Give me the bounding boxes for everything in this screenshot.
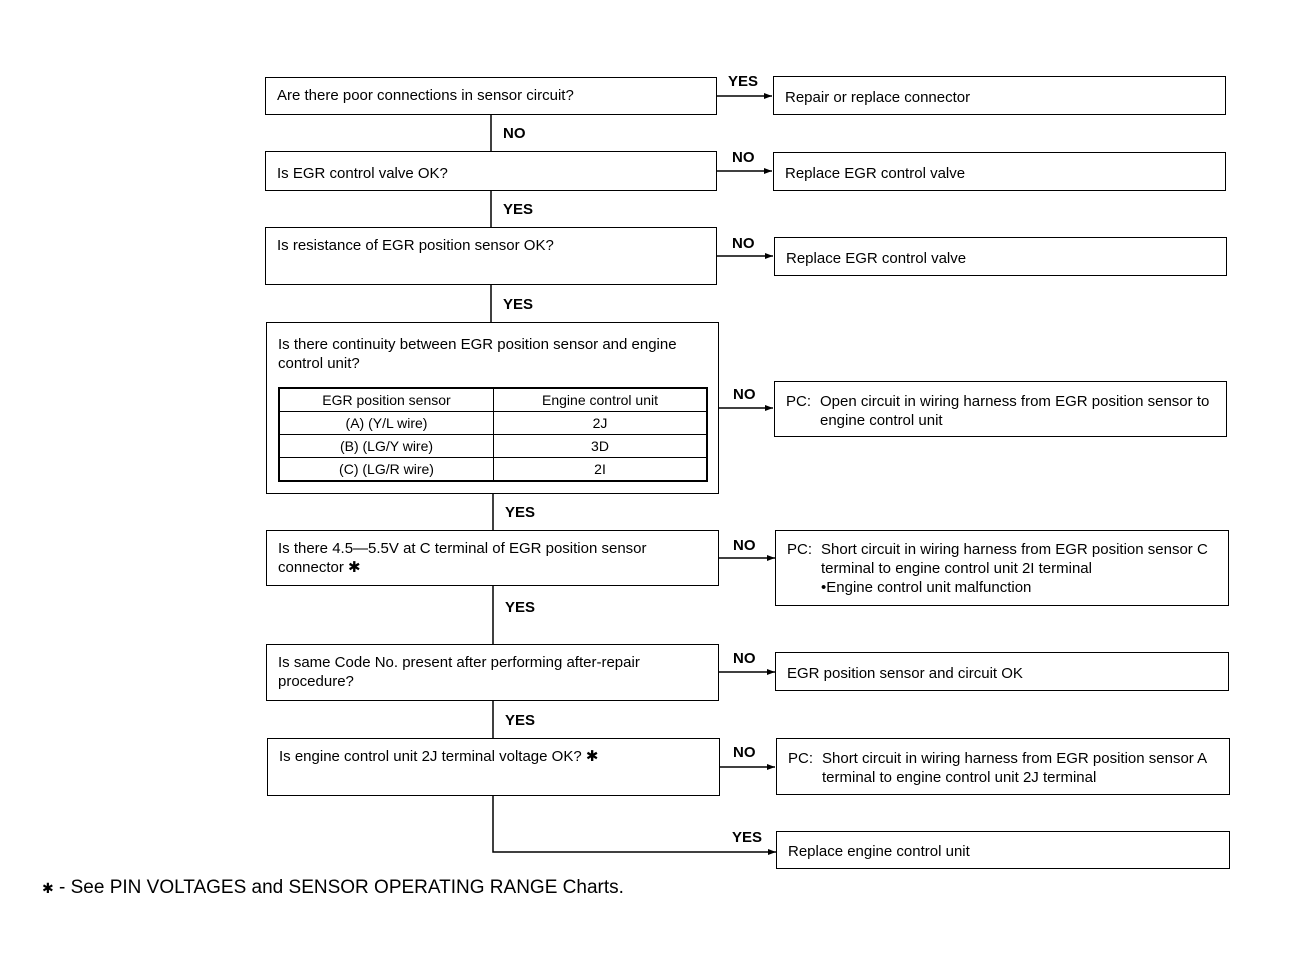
no-label: NO [503,125,526,142]
table-cell: (C) (LG/R wire) [279,458,494,482]
table-cell: 2I [494,458,708,482]
table-cell: (A) (Y/L wire) [279,412,494,435]
question-text: Are there poor connections in sensor circuit? [277,87,574,104]
table-cell: (B) (LG/Y wire) [279,435,494,458]
question-2j-voltage [267,738,720,796]
table-cell: 3D [494,435,708,458]
table-header-row [279,388,707,412]
question-code-present [266,644,719,701]
question-text: Is resistance of EGR position sensor OK? [277,237,554,254]
yes-label: YES [503,201,534,218]
no-label: NO [733,744,756,761]
no-label: NO [732,149,755,166]
column-header: Engine control unit [494,388,708,412]
yes-label: YES [728,73,759,90]
result-short-circuit-c: PC: Short circuit in wiring harness from EGR position sensor C terminal to engine control unit 2I terminal •Engine control unit malfunction [775,530,1229,606]
result-repair-connector: Repair or replace connector [773,76,1226,115]
asterisk-marker: ✱ [42,880,54,896]
yes-label: YES [505,712,536,729]
result-replace-ecu: Replace engine control unit [776,831,1230,869]
question-text: Is there 4.5—5.5V at C terminal of EGR position sensor connector ✱ [278,540,647,576]
table-cell: 2J [494,412,708,435]
column-header: EGR position sensor [279,388,494,412]
no-label: NO [733,537,756,554]
result-replace-egr-valve: Replace EGR control valve [773,152,1226,191]
no-label: NO [733,386,756,403]
yes-label: YES [505,504,536,521]
continuity-table [278,387,708,482]
footnote-text: - See PIN VOLTAGES and SENSOR OPERATING RANGE Charts. [59,877,624,898]
table-row [279,412,707,435]
yes-label: YES [732,829,763,846]
bullet-item: •Engine control unit malfunction [821,579,1032,596]
question-text: Is there continuity between EGR position sensor and engine control unit? [278,336,677,372]
question-text: Is engine control unit 2J terminal voltage OK? ✱ [279,748,599,765]
question-c-terminal-voltage [266,530,719,586]
table-row [279,458,707,482]
footnote [42,877,624,899]
yes-label: YES [505,599,536,616]
table-row [279,435,707,458]
question-continuity [266,322,719,494]
question-poor-connections [265,77,717,115]
question-text: Is same Code No. present after performing after-repair procedure? [278,654,640,690]
question-egr-valve [265,151,717,191]
result-circuit-ok: EGR position sensor and circuit OK [775,652,1229,691]
yes-label: YES [503,296,534,313]
result-short-circuit-a: PC: Short circuit in wiring harness from EGR position sensor A terminal to engine control unit 2J terminal [776,738,1230,795]
question-text: Is EGR control valve OK? [277,165,448,182]
result-open-circuit: PC: Open circuit in wiring harness from EGR position sensor to engine control unit [774,381,1227,437]
no-label: NO [732,235,755,252]
result-replace-egr-valve: Replace EGR control valve [774,237,1227,276]
question-sensor-resistance [265,227,717,285]
no-label: NO [733,650,756,667]
